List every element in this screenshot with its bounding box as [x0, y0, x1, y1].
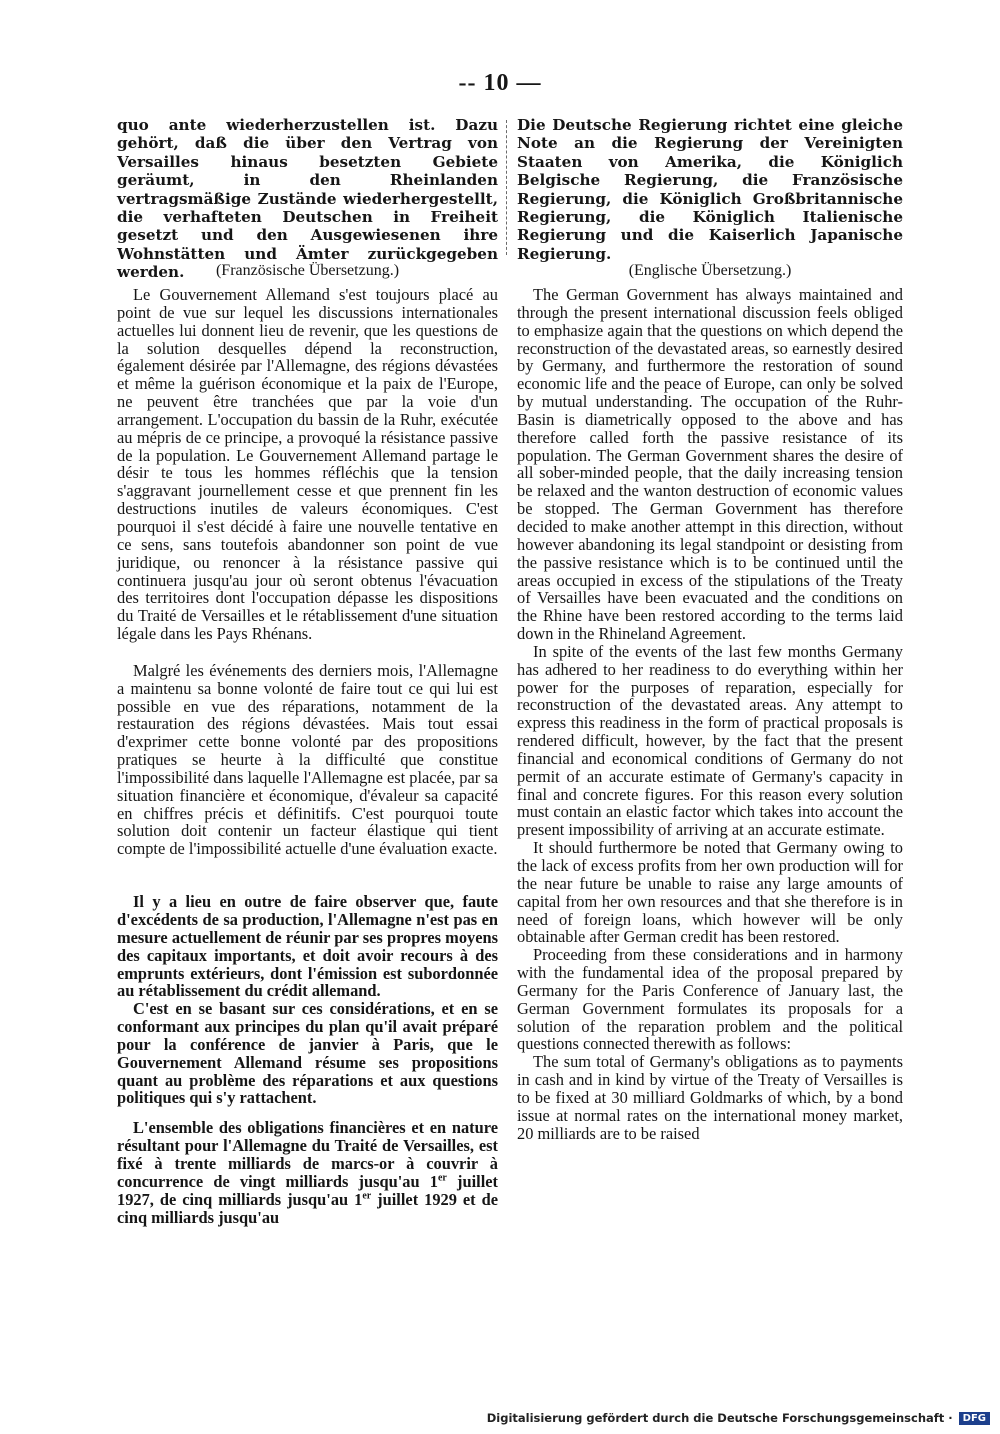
credit-text: Digitalisierung gefördert durch die Deutsche Forschungsgemeinschaft · [486, 1411, 953, 1425]
french-paragraph-1: Le Gouvernement Allemand s'est toujours placé au point de vue sur lequel les discussions internationales actuelles lui donnent lieu de revenir, que les questions de la solution desquelles dépend la reconstruction, également désirée par l'Allemagne, des régions dévastées et même la guérison économique et la paix de l'Europe, ne peuvent être tranchées que par la voie d'un arrangement. L'occupation du bassin de la Ruhr, exécutée au mépris de ce principe, a provoqué la résistance passive de la population. Le Gouvernement Allemand partage le désir te tous les hommes réfléchis que la tension s'aggravant journellement cesse et que prennent fin les destructions inutiles de valeurs économiques. C'est pourquoi il s'est décidé à faire une nouvelle tentative en ce sens, sans toutefois abandonner son point de vue juridique, ou renoncer à la résistance passive qui continuera jusqu'au jour où seront obtenus l'évacuation des territoires dont l'occupation dépasse les dispositions du Traité de Versailles et le rétablissement d'une situation légale dans les Pays Rhénans. [117, 285, 498, 644]
english-paragraph-3: It should furthermore be noted that Germany owing to the lack of excess profits from her own production will for the near future be unable to raise any large amounts of capital from her own resources and that she therefore is in need of foreign loans, which however will be only obtainable after German credit has been restored. [517, 838, 903, 947]
english-paragraph-4: Proceeding from these considerations and in harmony with the fundamental idea of the proposal prepared by Germany for the Paris Conference of January last, the German Government formulates its proposals for a solution of the reparation problem and the political questions connected therewith as follows: [517, 945, 903, 1054]
english-paragraph-1: The German Government has always maintained and through the present international discussion feels obliged to emphasize again that the questions on which depend the reconstruction of the devastated areas, so earnestly desired by Germany, and furthermore the restoration of sound economic life and the peace of Europe, can only be solved by mutual understanding. The occupation of the Ruhr-Basin is diametrically opposed to the above and has therefore called forth the passive resistance of its population. The German Government shares the desire of all sober-minded people, that the daily increasing tension be relaxed and the wanton destruction of economic values be stopped. The German Government has therefore decided to make another attempt in this direction, without however abandoning its legal standpoint or desisting from the passive resistance which is to be continued until the areas occupied in excess of the stipulations of the Treaty of Versailles have been evacuated and the conditions on the Rhine have been restored according to the terms laid down in the Rhineland Agreement. [517, 285, 903, 644]
french-paragraph-2: Malgré les événements des derniers mois, l'Allemagne a maintenu sa bonne volonté de faire tout ce qui lui est possible en vue des réparations, notamment de la restauration des régions dévastées. Mais tout essai d'exprimer cette bonne volonté par des propositions pratiques se heurte à la difficulté que constitue l'impossibilité dans laquelle l'Allemagne est placée, par sa situation financière et économique, d'évaleur sa capacité en chiffres précis et définitifs. C'est pourquoi toute solution doit contenir un facteur élastique qui tient compte de l'impossibilité actuelle d'une évaluation exacte. [117, 660, 498, 859]
english-heading: (Englische Übersetzung.) [628, 262, 792, 279]
english-translation [517, 286, 903, 1143]
french-paragraph-4: C'est en se basant sur ces considérations, et en se conformant aux principes du plan qu'il avait préparé pour la conférence de janvier à Paris, que le Gouvernement Allemand résume ses propositions quant au problème des réparations et aux questions politiques qui s'y rattachent. [117, 999, 498, 1108]
english-paragraph-2: In spite of the events of the last few months Germany has adhered to her readiness to do everything within her power for the purposes of reparation, especially for reconstruction of the devastated areas. Any attempt to express this readiness in the form of practical proposals is rendered difficult, however, by the fact that the present financial and economical conditions of Germany do not permit of an accurate estimate of Germany's capacity in final and concrete figures. For this reason every solution must contain an elastic factor which takes into account the present impossibility of arriving at an accurate estimate. [517, 641, 903, 840]
french-paragraph-5: L'ensemble des obligations financières et en nature résultant pour l'Allemagne du Traité de Versailles, est fixé à trente milliards de marcs-or à couvrir à concurrence de vingt milliards jusqu'au 1er juillet 1927, de cinq milliards jusqu'au 1er juillet 1929 et de cinq milliards jusqu'au [117, 1118, 498, 1227]
french-paragraph-3: Il y a lieu en outre de faire observer que, faute d'excédents de sa production, l'Allemagne n'est pas en mesure actuellement de réunir par ses propres moyens des capitaux importants, et doit avoir recours à des emprunts extérieurs, dont l'émission est subordonnée au rétablissement du crédit allemand. [117, 892, 498, 1001]
dfg-logo: DFG [959, 1412, 990, 1425]
german-text-left: quo ante wiederherzustellen ist. Dazu gehört, daß die über den Vertrag von Versailles hinaus besetzten Gebiete geräumt, in den Rheinlanden vertragsmäßige Zustände wiederhergestellt, die verhafteten Deutschen in Freiheit gesetzt und den Ausgewiesenen ihre Wohnstätten und Ämter zurückgegeben werden. [117, 116, 498, 282]
digitization-credit [487, 1411, 990, 1425]
column-divider [506, 120, 507, 255]
page-number: -- 10 — [458, 70, 542, 96]
french-translation [117, 286, 498, 1226]
english-paragraph-5: The sum total of Germany's obligations as to payments in cash and in kind by virtue of the Treaty of Versailles is to be fixed at 30 milliard Goldmarks of which, by a bond issue at normal rates on the international money market, 20 milliards are to be raised [517, 1052, 903, 1143]
french-heading: (Französische Übersetzung.) [215, 262, 400, 279]
german-text-right: Die Deutsche Regierung richtet eine gleiche Note an die Regierung der Vereinigten Staaten von Amerika, die Königlich Belgische Regierung, die Französische Regierung, die Königlich Großbritannische Regierung, die Königlich Italienische Regierung und die Kaiserlich Japanische Regierung. [517, 116, 903, 263]
